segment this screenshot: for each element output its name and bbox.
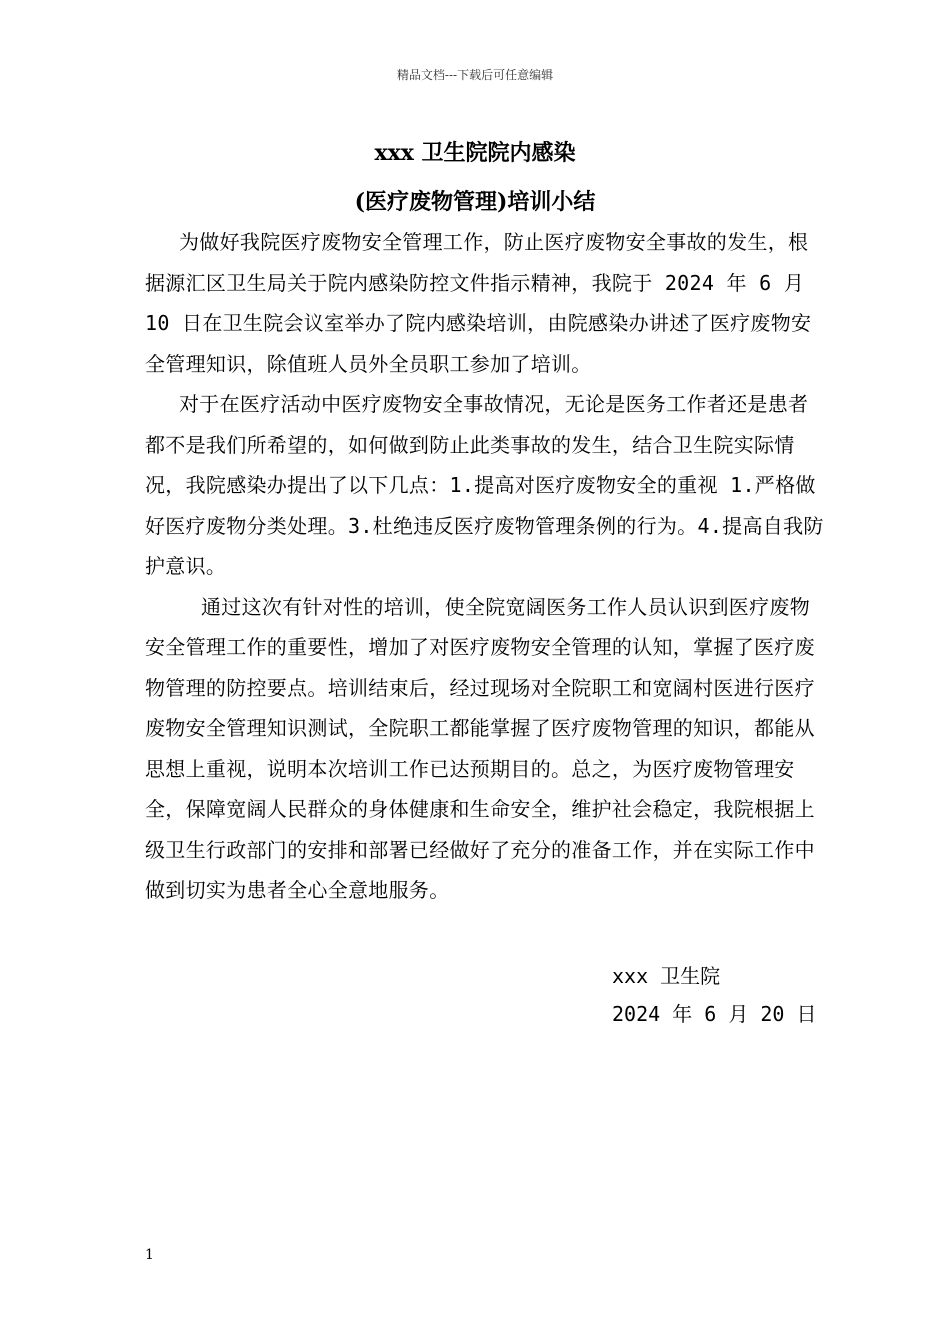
body-paragraph-2: 对于在医疗活动中医疗废物安全事故情况，无论是医务工作者还是患者都不是我们所希望的，如何做到防止此类事故的发生，结合卫生院实际情况，我院感染办提出了以下几点：1.提高对医疗废物安全的重视 1.严格做好医疗废物分类处理。3.杜绝违反医疗废物管理条例的行为。4.提高自我防护意识。 [145,392,824,578]
body-paragraph-3: 通过这次有针对性的培训，使全院宽阔医务工作人员认识到医疗废物安全管理工作的重要性，增加了对医疗废物安全管理的认知，掌握了医疗废物管理的防控要点。培训结束后，经过现场对全院职工和宽阔村医进行医疗废物安全管理知识测试，全院职工都能掌握了医疗废物管理的知识，都能从思想上重视，说明本次培训工作已达预期目的。总之，为医疗废物管理安全，保障宽阔人民群众的身体健康和生命安全，维护社会稳定，我院根据上级卫生行政部门的安排和部署已经做好了充分的准备工作，并在实际工作中做到切实为患者全心全意地服务。 [145,594,815,902]
body-paragraph-1: 为做好我院医疗废物安全管理工作，防止医疗废物安全事故的发生，根据源汇区卫生局关于院内感染防控文件指示精神，我院于 2024 年 6 月 10 日在卫生院会议室举办了院内感染培训，由院感染办讲述了医疗废物安全管理知识，除值班人员外全员职工参加了培训。 [145,230,812,376]
document-title: xxx 卫生院院内感染 [374,140,576,166]
signature-date: 2024 年 6 月 20 日 [612,1002,817,1026]
page-header-note: 精品文档---下载后可任意编辑 [396,68,554,82]
signature-organization: xxx 卫生院 [612,964,721,988]
document-body [145,222,825,911]
page-number: 1 [145,1247,154,1263]
document-subtitle: (医疗废物管理)培训小结 [354,189,596,215]
